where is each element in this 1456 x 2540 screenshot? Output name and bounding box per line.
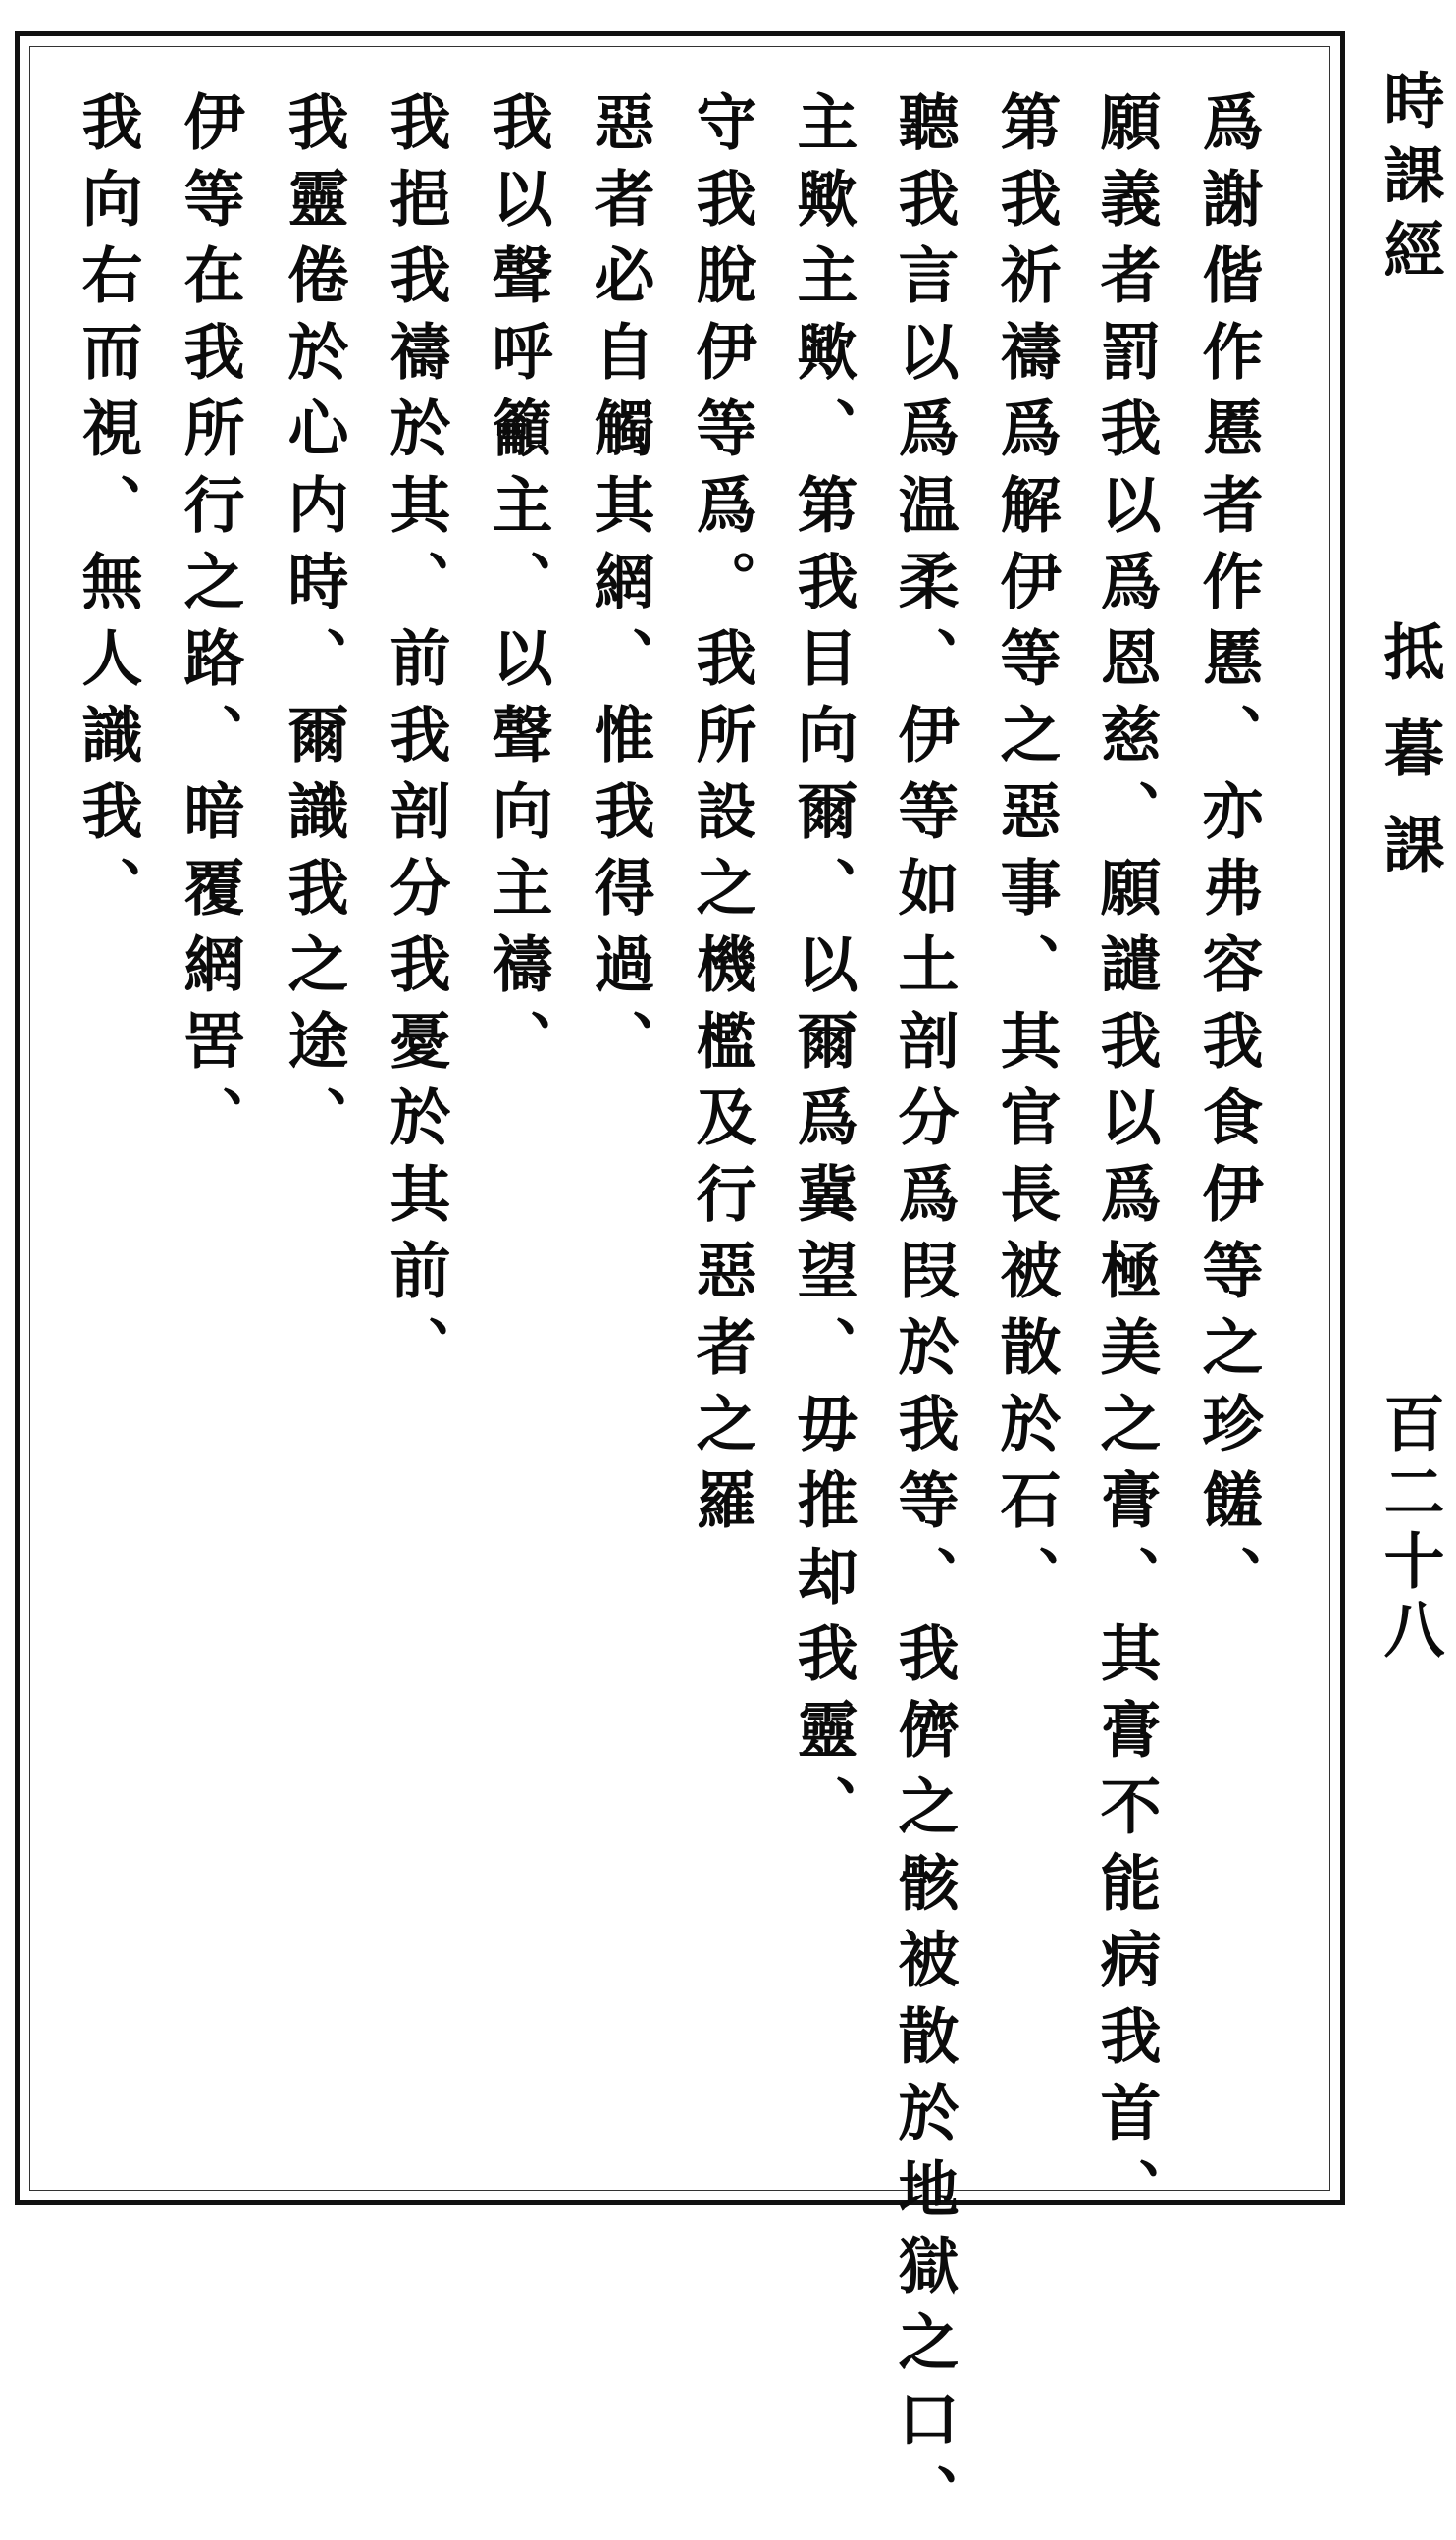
- text-column-11: 伊等在我所行之路、暗覆網罟、: [174, 90, 245, 1162]
- text-column-7: 惡者必自觸其網、惟我得過、: [584, 90, 655, 1085]
- text-column-3: 第我祈禱爲解伊等之惡事、其官長被散於石、: [990, 90, 1062, 1621]
- page-number: 百二十八: [1374, 1392, 1445, 1667]
- text-column-10: 我靈倦於心内時、爾識我之途、: [278, 90, 349, 1162]
- text-column-12: 我向右而視、無人識我、: [72, 90, 143, 932]
- text-column-4: 聽我言以爲温柔、伊等如土剖分爲叚於我等、我儕之骸被散於地獄之口、: [888, 90, 960, 2540]
- text-column-8: 我以聲呼籲主、以聲向主禱、: [482, 90, 553, 1085]
- text-column-9: 我挹我禱於其、前我剖分我憂於其前、: [380, 90, 451, 1392]
- text-column-2: 願義者罰我以爲恩慈、願譴我以爲極美之膏、其膏不能病我首、: [1090, 90, 1162, 2234]
- text-column-6: 守我脫伊等爲。我所設之機檻及行惡者之羅: [686, 90, 757, 1545]
- section-title: 抵暮課: [1374, 620, 1445, 909]
- book-title: 時課經: [1374, 69, 1445, 292]
- text-column-5: 主歟主歟、第我目向爾、以爾爲冀望、毋推却我靈、: [787, 90, 858, 1851]
- text-column-1: 爲謝偕作慝者作慝、亦弗容我食伊等之珍饈、: [1192, 90, 1264, 1621]
